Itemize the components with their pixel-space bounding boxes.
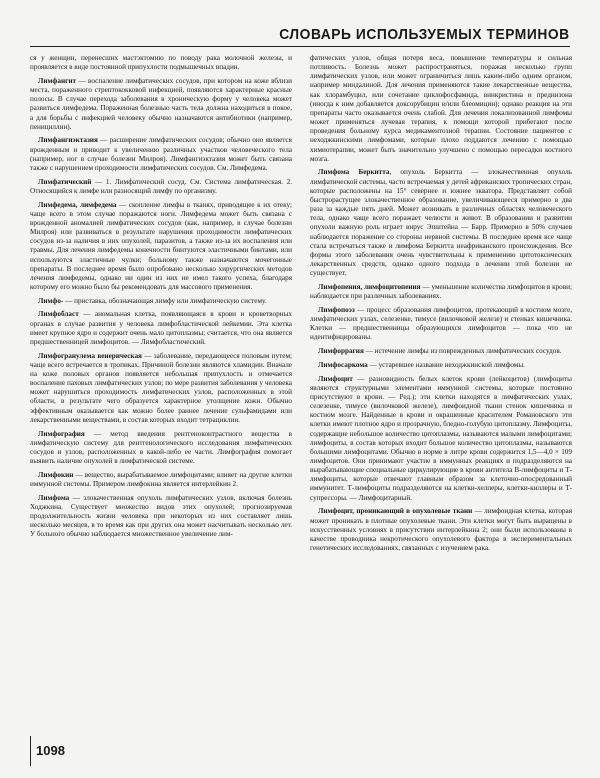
dictionary-entry: [310, 283, 572, 301]
entry-term: Лимфоррагия: [318, 347, 364, 356]
left-column: [30, 54, 292, 726]
dictionary-entry: [310, 347, 572, 356]
entry-definition: — 1. Лимфатический сосуд. См. Система лимфатическая. 2. Относящийся к лимфе или разносящий лимфу по организму.: [30, 177, 292, 195]
dictionary-entry: [30, 494, 292, 540]
entry-definition: ся у женщин, перенесших мастэктомию по поводу рака молочной железы, и проявляется в виде постоянной припухлости подмышечных впадин.: [30, 54, 292, 72]
dictionary-entry: [310, 168, 572, 278]
entry-term: Лимфоцит: [318, 374, 353, 383]
entry-term: Лимфобласт: [38, 310, 79, 319]
entry-term: Лимфо-: [38, 296, 64, 305]
entry-term: Лимфатический: [38, 177, 92, 186]
entry-definition: — воспаление лимфатических сосудов, при котором на коже вблизи места, пораженного стрептококковой инфекцией, появляются характерные красные полосы. В случае перехода заболевания в хроническую форму у человека может развиться лимфедема. Пораженная болезнью часть тела должна находиться в покое, а для борьбы с инфекцией человеку обычно назначаются антибиотики (например, пенициллин).: [30, 76, 292, 131]
dictionary-entry: [30, 178, 292, 196]
dictionary-entry: [310, 361, 572, 370]
entry-definition: — метод введения рентгеноконтрастного вещества в лимфатическую систему для рентгенологического исследования лимфатических сосудов и узлов, расположенных в какой-либо ее части. Лимфография помогает выявить наличие опухолей в лимфатической системе.: [30, 429, 292, 465]
entry-definition: — заболевание, передающееся половым путем; чаще всего встречается в тропиках. Причиной болезни являются хламидии. Вначале на коже половых органов появляется небольшая припухлость и отмечается воспаление паховых лимфатических узлов; по мере развития заболевания у человека может нарушиться проходимость лимфатических узлов, расположенных в этой области, в результате чего образуется характерное утолщение кожи. Обычно эффективным оказывается как можно более раннее лечение сульфамидами или лекарственными веществами, в состав которых входит тетрациклин.: [30, 351, 292, 424]
running-header: [30, 16, 570, 47]
text-columns: [30, 54, 572, 726]
entry-term: Лимфокин: [38, 470, 74, 479]
entry-definition: — процесс образования лимфоцитов, протекающий в костном мозге, лимфатических узлах, селезенке, тимусе (вилочковой железе) и стенках кишечника. Клетки — предшественницы образующихся лимфоцитов — пока что не идентифицированы.: [310, 305, 572, 342]
entry-definition: — злокачественная опухоль лимфатических узлов, включая болезнь Ходжкина. Существует множество видов этих опухолей; прогнозируемая продолжительность жизни человека при некоторых из них составляет лишь несколько месяцев, в то время как при других она может насчитывать несколько лет. У больного обычно наблюдается множественное увеличение лим-: [30, 493, 292, 539]
entry-term: Лимфосаркома: [318, 360, 368, 369]
entry-definition: — разновидность белых клеток крови (лейкоцитов) (лимфоциты являются структурными элементами иммунной системы, которые постоянно присутствуют в крови. — Ред.); эти клетки находятся в лимфатических узлах, селезенке, тимусе (вилочковой железе), лимфоидной ткани стенок кишечника и костном мозге. Найденные в крови и окрашенные красителем Романовского эти клетки имеют плотное ядро и прозрачную, бледно-голубую цитоплазму. Лимфоциты, содержащие небольшое количество цитоплазмы, называются малыми лимфоцитами; лимфоциты, в состав которых входит большое количество цитоплазмы, называются большими лимфоцитами. Обычно в норме в литре крови содержится 1,5—4,0 × 109 лимфоцитов. Они принимают участие в иммунных реакциях и подразделяются на вырабатывающие специальные циркулирующие в крови антитела В-лимфоциты и Т-лимфоциты, которые отвечают главным образом за клеточно-опосредованный иммунитет. Т-лимфоциты подразделяются на клетки-хелперы, клетки-киллеры и Т-супрессоры. — Лимфоцитарный.: [310, 374, 572, 502]
entry-term: Лимфопения, лимфоцитопения: [318, 282, 421, 291]
entry-term: Лимфография: [38, 429, 85, 438]
dictionary-entry: [310, 54, 572, 164]
entry-definition: — скопление лимфы в тканях, приводящее к их отеку; чаще всего в этом случае поражаются ноги. Лимфедема может быть связана с врожденной аномалией лимфатических сосудов (как, например, в случае болезни Милроя) или развиваться в результате нарушения проходимости лимфатических сосудов из-за наличия в них опухолей, паразитов, а также из-за их воспаления или травмы. Для лечения лимфедемы конечности бинтуются эластичными бинтами, или используются эластичные чулки; больному также назначаются мочегонные препараты. В последнее время было опробовано несколько хирургических методов лечения лимфедемы, однако ни один из них не имел такого успеха, благодаря которому его можно было бы рекомендовать для массового применения.: [30, 200, 292, 291]
entry-definition: — устаревшее название неходжкинской лимфомы.: [367, 360, 525, 369]
entry-term: Лимфангиэктазия: [38, 136, 98, 145]
entry-term: Лимфогранулема венерическая: [38, 351, 142, 360]
entry-definition: — приставка, обозначающая лимфу или лимфатическую систему.: [63, 296, 267, 305]
entry-term: Лимфедема, лимфедема: [38, 200, 117, 209]
entry-definition: — расширение лимфатических сосудов; обычно оно является врожденным и приводит к увеличению различных участков человеческого тела (например, ног в случае болезни Милроя). Лимфангиэктазия может быть связана также с нарушением проходимости лимфатических сосудов. См. Лимфедема.: [30, 136, 292, 172]
entry-definition: — аномальная клетка, появляющаяся в крови и кроветворных органах в случае развития у человека лимфобластической лейкемии. Эта клетка имеет крупное ядро и содержит очень мало цитоплазмы; считается, что она является предшественницей лимфоцитов. — Лимфобластический.: [30, 310, 292, 346]
dictionary-entry: [310, 507, 572, 553]
entry-definition: — истечение лимфы из поврежденных лимфатических сосудов.: [363, 347, 562, 356]
dictionary-entry: [30, 310, 292, 347]
entry-definition: , опухоль Беркитта — злокачественная опухоль лимфатической системы, часто встречаемая у детей африканских тропических стран, которые расположены на 15° севернее и южнее экватора. Представляет собой быстрорастущее злокачественное образование, увеличивающееся примерно в два раза за каждые пять дней. Может возникать в различных областях человеческого тела, однако чаще всего поражает челюсти и живот. В образовании и развитии опухоли важную роль играет вирус Эпштейна — Барр. Примерно в 50% случаев наблюдается поражение со стороны нервной системы. В последнее время все чаще стала встречаться также и лимфома Беркитта неафриканского происхождения. Все формы этого заболевания очень чувствительны к применению цитотоксических лекарственных средств, однако одного подхода в лечении этой болезни не существует.: [310, 168, 572, 278]
running-header-title: СЛОВАРЬ ИСПОЛЬЗУЕМЫХ ТЕРМИНОВ: [279, 26, 570, 43]
dictionary-entry: [30, 471, 292, 489]
dictionary-entry: [30, 352, 292, 425]
dictionary-entry: [30, 77, 292, 132]
dictionary-entry: [30, 201, 292, 293]
page-number: 1098: [36, 743, 65, 758]
dictionary-entry: [310, 306, 572, 343]
dictionary-entry: [310, 375, 572, 503]
dictionary-entry: [30, 136, 292, 173]
entry-term: Лимфоцит, проникающий в опухолевые ткани: [318, 507, 473, 516]
entry-term: Лимфопоэз: [318, 305, 355, 314]
entry-definition: фатических узлов, общая потеря веса, повышение температуры и сильная потливость. Болезнь может распространяться, поражая несколько групп лимфатических узлов, или может ограничиться лишь каким-либо одним органом, например миндалиной. Для лечения применяются такие лекарственные вещества, как хлорамбуцил, или сочетание циклофосфамида, винкристина и преднизона (иногда к ним добавляется доксорубицин и/или блеомицин); однако реакция на эти препараты часто оказывается очень слабой. Для лечения локализованной лимфомы может применяться лучевая терапия, к помощи которой прибегают после проведения больному курса медикаментозной терапии. Состояние пациентов с неходжкинскими лимфомами, которые плохо поддаются лечению с помощью химиотерапии, может быть значительно улучшено с помощью пересадки костного мозга.: [310, 54, 572, 163]
dictionary-entry: [30, 297, 292, 306]
entry-term: Лимфома: [38, 493, 70, 502]
entry-definition: — лимфоидная клетка, которая может проникать в плотные опухолевые ткани. Эти клетки могут быть выращены в искусственных условиях в присутствии интерлейкина 2; они были использованы в качестве проводника некротического опухолевого фактора в экспериментальных генетических исследованиях, связанных с изучением рака.: [310, 507, 572, 552]
dictionary-entry: [30, 430, 292, 467]
entry-definition: — вещество, вырабатываемое лимфоцитами; влияет на другие клетки иммунной системы. Примером лимфокина является интерлейкин 2.: [30, 470, 292, 488]
entry-term: Лимфангит: [38, 76, 77, 85]
page-footer: [30, 732, 570, 766]
entry-definition: — уменьшение количества лимфоцитов в крови; наблюдается при различных заболеваниях.: [310, 282, 572, 301]
footer-rule: [30, 736, 31, 766]
dictionary-entry: [30, 54, 292, 72]
entry-term: Лимфома Беркитта: [318, 168, 390, 177]
right-column: [310, 54, 572, 726]
